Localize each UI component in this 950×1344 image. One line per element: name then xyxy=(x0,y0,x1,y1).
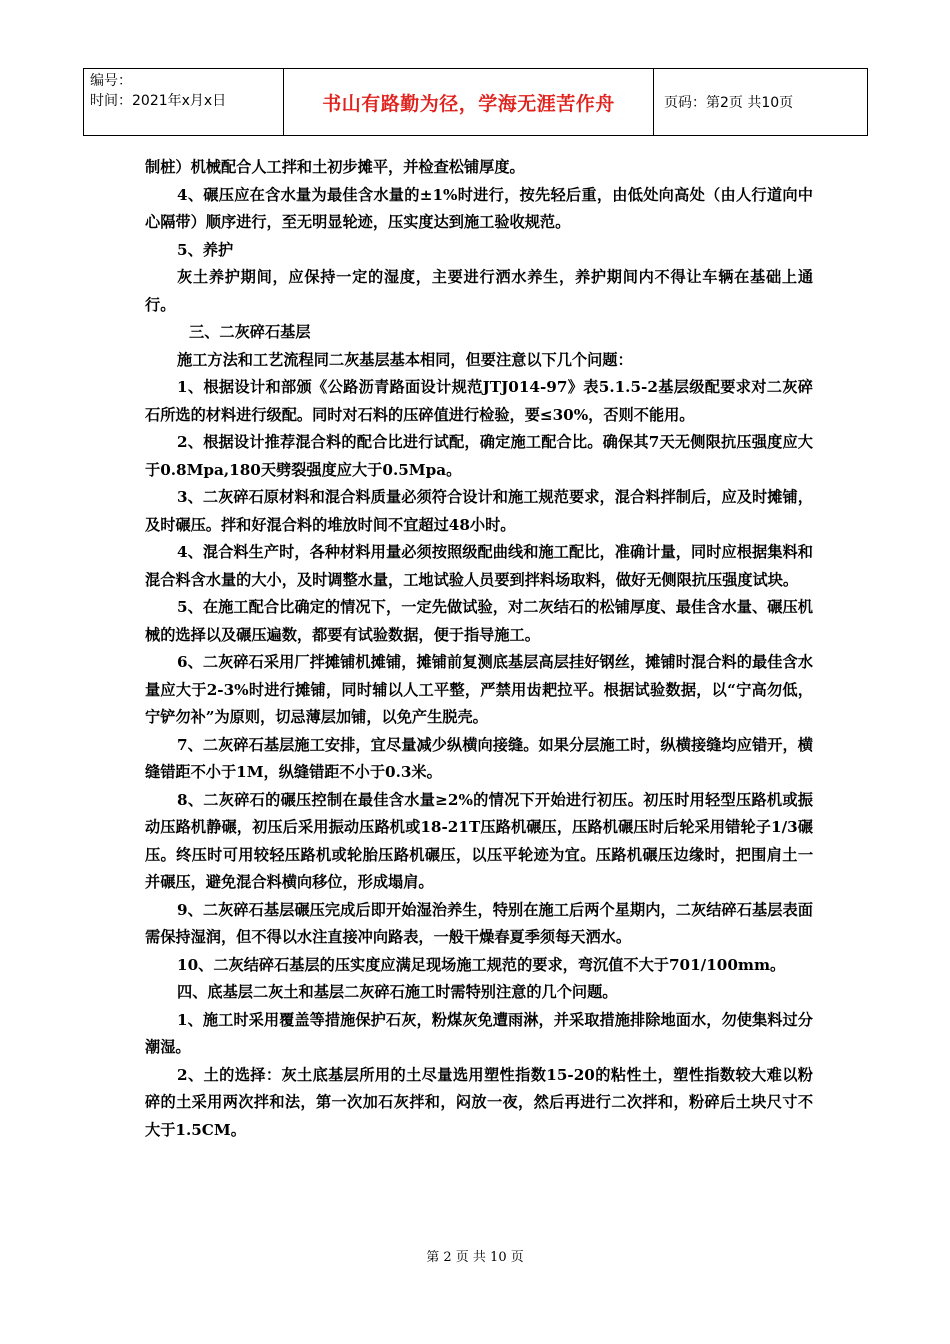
paragraph: 10、二灰结碎石基层的压实度应满足现场施工规范的要求，弯沉值不大于701/100mm。 xyxy=(177,955,786,974)
paragraph: 5、养护 xyxy=(177,240,234,259)
paragraph: 7、二灰碎石基层施工安排，宜尽量减少纵横向接缝。如果分层施工时，纵横接缝均应错开，横缝错距不小于1M，纵缝错距不小于0.3米。 xyxy=(145,735,813,781)
paragraph: 4、混合料生产时，各种材料用量必须按照级配曲线和施工配比，准确计量，同时应根据集料和混合料含水量的大小，及时调整水量，工地试验人员要到拌料场取料，做好无侧限抗压强度试块。 xyxy=(145,543,813,589)
page-header-box xyxy=(83,68,868,136)
paragraph: 9、二灰碎石基层碾压完成后即开始湿治养生，特别在施工后两个星期内，二灰结碎石基层表面需保持湿润，但不得以水注直接冲向路表，一般干燥春夏季须每天洒水。 xyxy=(145,900,813,946)
paragraph: 2、根据设计推荐混合料的配合比进行试配，确定施工配合比。确保其7天无侧限抗压强度应大于0.8Mpa,180天劈裂强度应大于0.5Mpa。 xyxy=(145,433,813,479)
paragraph: 3、二灰碎石原材料和混合料质量必须符合设计和施工规范要求，混合料拌制后，应及时摊铺，及时碾压。拌和好混合料的堆放时间不宜超过48小时。 xyxy=(145,488,813,534)
number-label: 编号： xyxy=(90,73,132,89)
paragraph: 4、碾压应在含水量为最佳含水量的±1%时进行，按先轻后重，由低处向高处（由人行道向中心隔带）顺序进行，至无明显轮迹，压实度达到施工验收规范。 xyxy=(145,185,813,231)
document-body xyxy=(145,154,813,1144)
section-heading: 三、二灰碎石基层 xyxy=(189,323,311,341)
date-label: 时间：2021年x月x日 xyxy=(90,93,227,109)
paragraph: 1、根据设计和部颁《公路沥青路面设计规范JTJ014-97》表5.1.5-2基层级配要求对二灰碎石所选的材料进行级配。同时对石料的压碎值进行检验，要≤30%，否则不能用。 xyxy=(145,378,813,424)
paragraph: 制桩）机械配合人工拌和土初步摊平，并检查松铺厚度。 xyxy=(145,158,525,176)
page-footer: 第 2 页 共 10 页 xyxy=(426,1250,524,1265)
section-heading: 四、底基层二灰土和基层二灰碎石施工时需特别注意的几个问题。 xyxy=(177,983,618,1001)
header-meta xyxy=(84,69,284,135)
paragraph: 8、二灰碎石的碾压控制在最佳含水量≥2%的情况下开始进行初压。初压时用轻型压路机或振动压路机静碾，初压后采用振动压路机或18-21T压路机碾压，压路机碾压时后轮采用错轮子1/3碾压。终压时可用较轻压路机或轮胎压路机碾压，以压平轮迹为宜。压路机碾压边缘时，把围肩土一并碾压，避免混合料横向移位，形成塌肩。 xyxy=(145,790,813,891)
header-page-label: 页码：第2页 共10页 xyxy=(664,95,794,111)
paragraph: 2、土的选择：灰土底基层所用的土尽量选用塑性指数15-20的粘性土，塑性指数较大难以粉碎的土采用两次拌和法，第一次加石灰拌和，闷放一夜，然后再进行二次拌和，粉碎后土块尺寸不大于1.5CM。 xyxy=(145,1065,813,1139)
paragraph: 6、二灰碎石采用厂拌摊铺机摊铺，摊铺前复测底基层高层挂好钢丝，摊铺时混合料的最佳含水量应大于2-3%时进行摊铺，同时辅以人工平整，严禁用齿耙拉平。根据试验数据，以“宁高勿低，宁铲勿补”为原则，切忌薄层加铺，以免产生脱壳。 xyxy=(145,653,813,726)
paragraph: 5、在施工配合比确定的情况下，一定先做试验，对二灰结石的松铺厚度、最佳含水量、碾压机械的选择以及碾压遍数，都要有试验数据，便于指导施工。 xyxy=(145,598,813,644)
paragraph: 施工方法和工艺流程同二灰基层基本相同，但要注意以下几个问题： xyxy=(177,350,633,369)
paragraph: 1、施工时采用覆盖等措施保护石灰，粉煤灰免遭雨淋，并采取措施排除地面水，勿使集料过分潮湿。 xyxy=(145,1010,813,1056)
header-motto: 书山有路勤为径，学海无涯苦作舟 xyxy=(284,69,654,135)
paragraph: 灰土养护期间，应保持一定的湿度，主要进行洒水养生，养护期间内不得让车辆在基础上通行。 xyxy=(145,268,813,314)
